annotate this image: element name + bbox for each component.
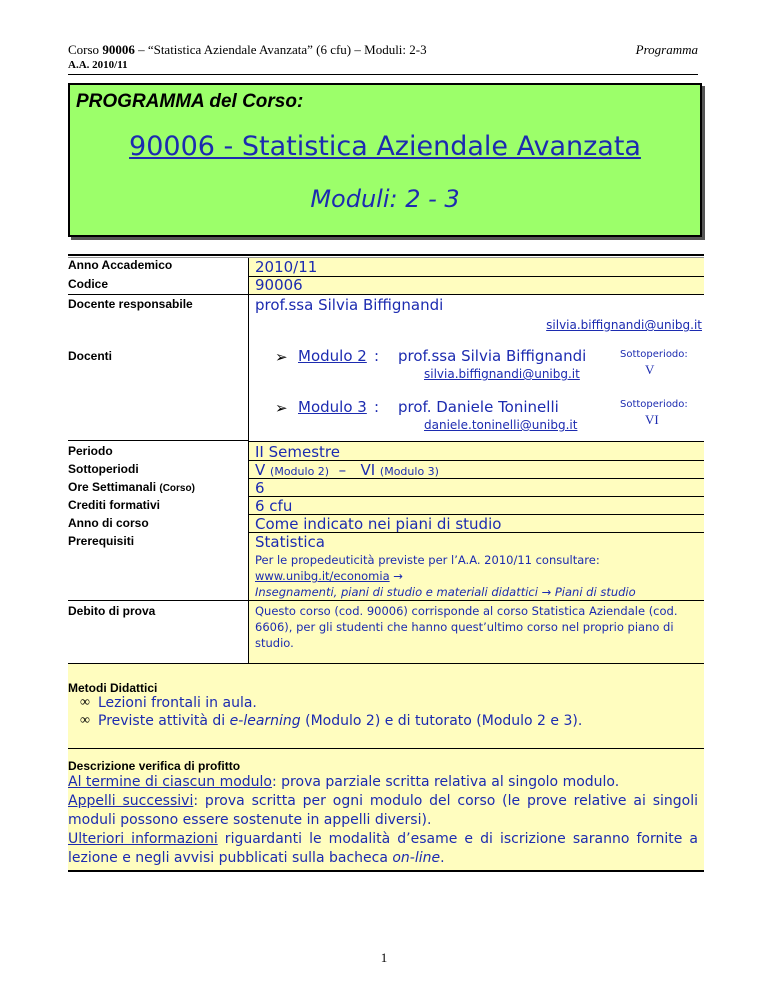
prereq-arrow: → <box>389 569 403 583</box>
verifica-p1-rest: : prova parziale scritta relativa al singolo modulo. <box>272 774 620 790</box>
docenti-label: Docenti <box>68 349 113 363</box>
title-box <box>68 83 702 237</box>
sottoperiodi-m3: (Modulo 3) <box>379 465 439 478</box>
header-section: Programma <box>635 42 698 57</box>
verifica-p3-em: on-line <box>392 850 441 866</box>
anno-corso-value: Come indicato nei piani di studio <box>255 515 502 533</box>
docente-value: prof.ssa Silvia Biffignandi <box>255 296 444 314</box>
verifica-title: Descrizione verifica di profitto <box>68 759 241 773</box>
metodi-section <box>68 663 704 748</box>
ore-label <box>68 480 195 494</box>
metodi-item-1: Lezioni frontali in aula. <box>98 695 257 711</box>
verifica-body <box>68 773 698 868</box>
sottoperiodi-vi: VI <box>360 461 376 479</box>
modulo2-colon: : <box>374 347 380 365</box>
modules-title: Moduli: 2 - 3 <box>310 185 460 213</box>
metodi-bullet-2: ∞ <box>80 713 90 728</box>
modulo3-link-text: Modulo 3 <box>298 398 367 416</box>
prereq-value: Statistica <box>255 533 325 551</box>
periodo-label: Periodo <box>68 444 113 458</box>
sottoperiodi-dash: – <box>338 461 347 479</box>
prereq-note: Per le propedeuticità previste per l’A.A. 2010/11 consultare: <box>255 553 600 567</box>
crediti-label: Crediti formativi <box>68 498 161 512</box>
codice-value-cell <box>249 277 704 295</box>
sottoperiodi-label: Sottoperiodi <box>68 462 139 476</box>
sottoperiodi-value <box>255 461 439 479</box>
course-rest: – “Statistica Aziendale Avanzata” (6 cfu) – Moduli: 2-3 <box>134 42 427 57</box>
prereq-label: Prerequisiti <box>68 534 135 548</box>
modulo3-email[interactable]: daniele.toninelli@unibg.it <box>424 418 578 432</box>
verifica-p2 <box>68 792 698 830</box>
metodi-title: Metodi Didattici <box>68 681 158 695</box>
anno-value: 2010/11 <box>255 258 318 276</box>
header-year: A.A. 2010/11 <box>68 59 128 71</box>
prereq-link[interactable]: www.unibg.it/economia <box>255 569 390 583</box>
ore-label-text: Ore Settimanali <box>68 480 157 494</box>
ore-label-small: (Corso) <box>159 483 195 494</box>
modulo3-sub-value: VI <box>645 412 659 427</box>
anno-corso-label: Anno di corso <box>68 516 149 530</box>
metodi-bullet-1: ∞ <box>80 695 90 710</box>
modulo3-link[interactable] <box>298 398 367 416</box>
verifica-p1 <box>68 773 698 792</box>
docente-email[interactable]: silvia.biffignandi@unibg.it <box>546 318 702 332</box>
course-title: 90006 - Statistica Aziendale Avanzata <box>129 131 641 162</box>
course-prefix: Corso <box>68 42 103 57</box>
codice-value: 90006 <box>255 276 303 294</box>
verifica-p3-u: Ulteriori informazioni <box>68 831 218 847</box>
debito-label: Debito di prova <box>68 604 156 618</box>
verifica-p1-u: Al termine di ciascun modulo <box>68 774 272 790</box>
modulo3-colon: : <box>374 398 380 416</box>
verifica-p3-rest: riguardanti le modalità d’esame e di iscrizione saranno fornite a lezione e negli avvisi pubblicati sulla bacheca <box>68 831 698 866</box>
verifica-p3 <box>68 830 698 868</box>
codice-label: Codice <box>68 277 109 291</box>
page-number: 1 <box>380 950 388 965</box>
metodi-item2-a: Previste attività di <box>98 713 230 729</box>
ore-value: 6 <box>255 479 265 497</box>
verifica-p3-end: . <box>440 850 445 866</box>
program-heading: PROGRAMMA del Corso: <box>76 91 304 112</box>
modulo3-prof: prof. Daniele Toninelli <box>398 398 559 416</box>
modulo2-email[interactable]: silvia.biffignandi@unibg.it <box>424 367 580 381</box>
verifica-p2-u: Appelli successivi <box>68 793 194 809</box>
metodi-item-2 <box>98 713 582 729</box>
anno-value-cell <box>249 258 704 277</box>
bullet-arrow-2: ➢ <box>275 401 288 417</box>
docente-label: Docente responsabile <box>68 297 193 311</box>
crediti-value: 6 cfu <box>255 497 293 515</box>
running-header <box>68 42 427 58</box>
modulo2-sub-value: V <box>645 362 655 377</box>
prereq-link-line <box>255 569 403 583</box>
course-code: 90006 <box>102 42 135 57</box>
periodo-value: II Semestre <box>255 443 340 461</box>
modulo3-sub-label: Sottoperiodo: <box>620 399 688 410</box>
modulo2-link-text: Modulo 2 <box>298 347 367 365</box>
modulo2-prof: prof.ssa Silvia Biffignandi <box>398 347 587 365</box>
sottoperiodi-v: V <box>255 461 266 479</box>
sottoperiodi-m2: (Modulo 2) <box>270 465 330 478</box>
modulo2-sub-label: Sottoperiodo: <box>620 349 688 360</box>
metodi-item2-b: (Modulo 2) e di tutorato (Modulo 2 e 3). <box>300 713 583 729</box>
verifica-p2-rest: : prova scritta per ogni modulo del corso (le prove relative ai singoli moduli possono essere sostenute in appelli diversi). <box>68 793 698 828</box>
modulo2-link[interactable] <box>298 347 367 365</box>
verifica-section <box>68 748 704 872</box>
bullet-arrow-1: ➢ <box>275 350 288 366</box>
metodi-item2-em: e-learning <box>229 713 301 729</box>
prereq-path: Insegnamenti, piani di studio e materiali didattici → Piani di studio <box>255 585 636 599</box>
debito-text: Questo corso (cod. 90006) corrisponde al corso Statistica Aziendale (cod. 6606), per gli studenti che hanno quest’ultimo corso nel proprio piano di studio. <box>255 604 678 650</box>
anno-label: Anno Accademico <box>68 258 173 272</box>
